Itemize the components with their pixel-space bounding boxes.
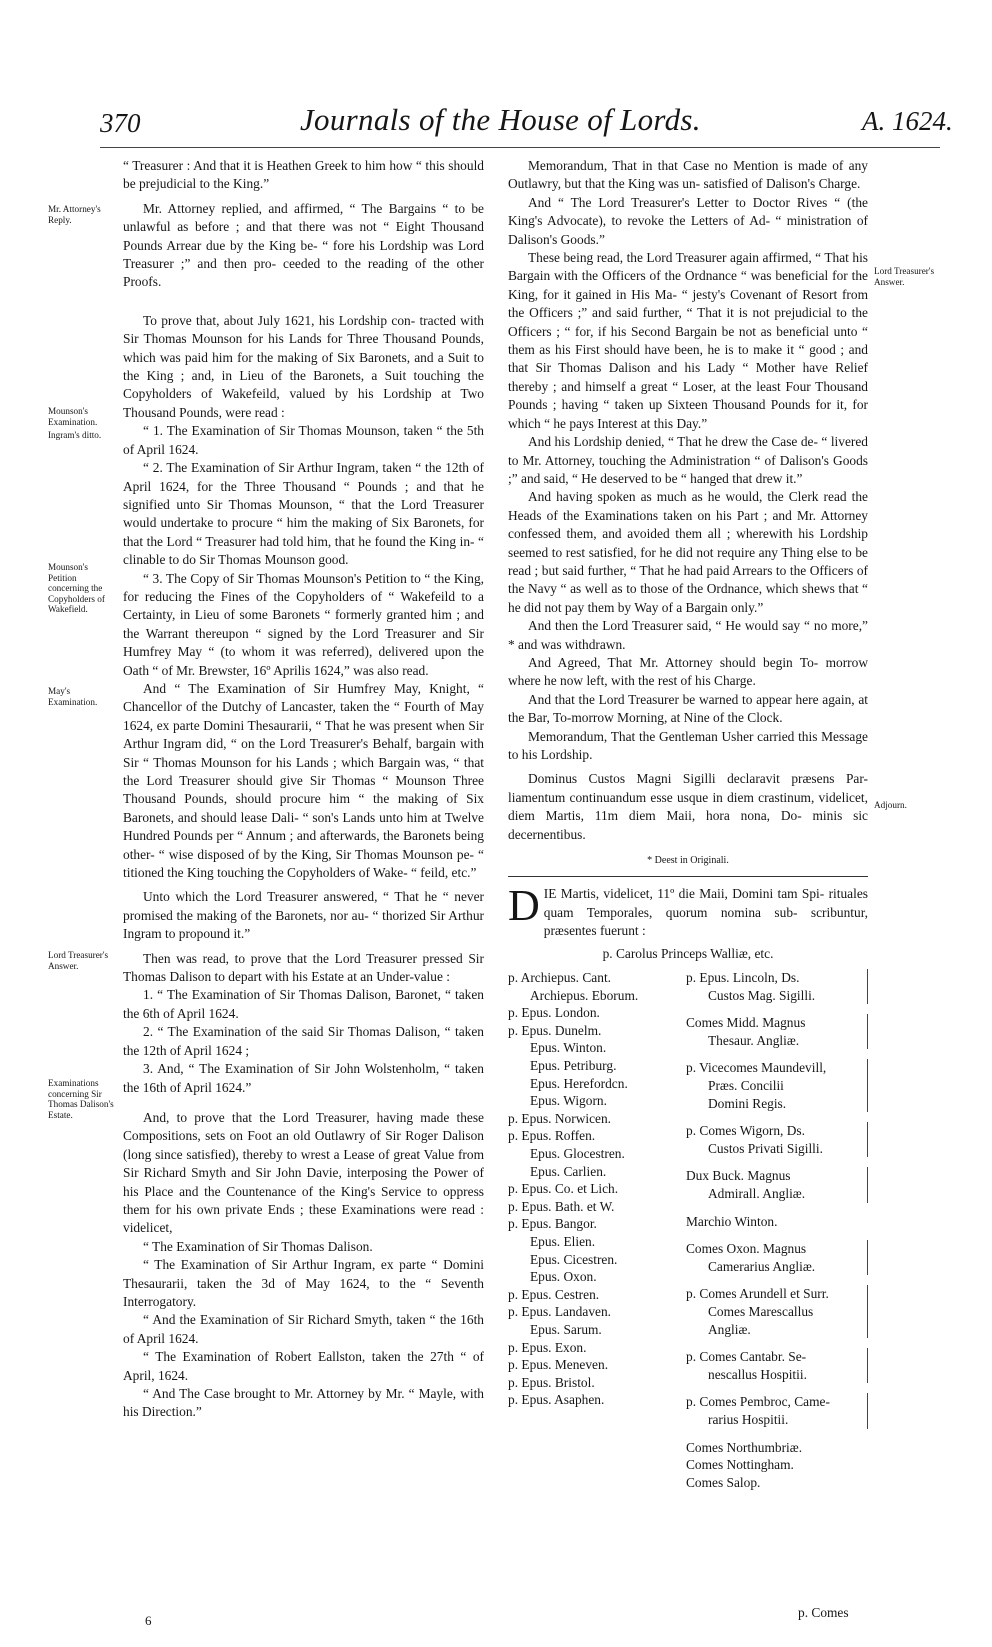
margin-note-may-exam: May's Examination. — [48, 686, 98, 707]
paragraph: “ And the Examination of Sir Richard Smyth, taken “ the 16th of April 1624. — [123, 1312, 484, 1346]
paragraph: Dominus Custos Magni Sigilli declaravit præsens Par- liamentum continuandum esse usque in diem crastinum, videlicet, diem Martis, 11m diem Maii, hora nona, Do- minis sic decernentibus. — [508, 771, 868, 842]
paragraph: And, to prove that the Lord Treasurer, having made these Compositions, sets on Foot an old Outlawry of Sir Roger Dalison (long since satisfied), thereby to wrest a Lease of great Value from Sir Richard Smyth and Sir John Davie, interposing the Power of his Place and the Countenance of the King's Service to oppress them for his own private Ends ; these Examinations were read : videlicet, — [123, 1109, 484, 1236]
attendance-entry: p. Comes Cantabr. Se- — [686, 1349, 807, 1365]
attendance-entry: Domini Regis. — [708, 1095, 787, 1111]
attendance-entry: p. Epus. Lincoln, Ds. — [686, 970, 800, 986]
attendance-column-officers — [686, 969, 868, 1491]
paragraph: “ Treasurer : And that it is Heathen Greek to him how “ this should be prejudicial to the King.” — [123, 158, 484, 192]
paragraph: Unto which the Lord Treasurer answered, “ That he “ never promised the making of the Baronets, nor au- “ thorized Sir Arthur Ingram to propound it.” — [123, 889, 484, 942]
paragraph: “ 2. The Examination of Sir Arthur Ingram, taken “ the 12th of April 1624, for the Three Thousand “ Pounds ; and that he signified unto Sir Thomas Mounson, “ that the Lord Treasurer would undertake to procure “ him the making of Six Baronets, for that the Lord “ Treasurer had told him, that he found the King in- “ clinable to do Sir Thomas Mounson good. — [123, 460, 484, 568]
attendance-entry: p. Epus. Asaphen. — [508, 1392, 605, 1408]
attendance-group — [686, 1213, 868, 1231]
attendance-entry: Comes Nottingham. — [686, 1457, 794, 1473]
attendance-group — [686, 1240, 868, 1275]
margin-note-dalison-estate: Examinations concerning Sir Thomas Dalison's Estate. — [48, 1078, 114, 1120]
attendance-entry: Epus. Wigorn. — [530, 1093, 607, 1109]
paragraph: These being read, the Lord Treasurer again affirmed, “ That his Bargain with the Officers of the Ordnance “ was beneficial for the King, for it gained in His Ma- “ jesty's Covenant of Resort from the Officers ;” and said further, “ That it is not prejudicial to the Officers ; “ for, if his Second Bargain be not as beneficial unto “ them as his First should have been, he is to make it “ good ; and that Sir Thomas Dalison and his Lady “ Mother have Relief thereby ; and himself a great “ Loser, at the least Four Thousand Pounds ; having “ taken up Sixteen Thousand Pounds for it, for which “ he pays Interest at this Day.” — [508, 250, 868, 431]
paragraph: 2. “ The Examination of the said Sir Thomas Dalison, “ taken the 12th of April 1624 ; — [123, 1024, 484, 1058]
paragraph: And that the Lord Treasurer be warned to appear here again, at the Bar, To-morrow Morning, at Nine of the Clock. — [508, 691, 868, 726]
margin-note-mounson-exam: Mounson's Examination. — [48, 406, 98, 427]
paragraph: Memorandum, That the Gentleman Usher carried this Message to his Lordship. — [508, 728, 868, 762]
drop-cap: D — [508, 881, 540, 931]
prince-entry: p. Carolus Princeps Walliæ, etc. — [602, 945, 774, 961]
paragraph: And “ The Examination of Sir Humfrey May, Knight, “ Chancellor of the Dutchy of Lancaster, taken the “ Fourth of May 1624, ex parte Domini Thesaurarii, “ That he was present when Sir Arthur Ingram did, “ on the Lord Treasurer's Behalf, bargain with Sir “ Thomas Mounson for his Lands ; which Bargain was, “ that the Lord Treasurer should give Sir Thomas “ Mounson Three Thousand Pounds, should procure him “ the making of Six Baronets, and should lease Dali- “ son's Lands unto him at Twelve Hundred Pounds per “ Annum ; and afterwards, the Baronets being other- “ wise disposed of by the King, Sir Thomas Mounson pe- “ titioned the King touching the Copyholders of Wake- “ feild, etc.” — [123, 680, 484, 881]
attendance-entry: Admirall. Angliæ. — [708, 1186, 806, 1201]
attendance-entry: p. Epus. Dunelm. — [508, 1022, 602, 1038]
session-opening — [508, 881, 868, 940]
margin-note-lt-answer-right: Lord Treasurer's Answer. — [874, 266, 935, 287]
attendance-entry: Epus. Carlien. — [530, 1163, 607, 1179]
margin-note-adjourn: Adjourn. — [874, 800, 907, 810]
paragraph: And “ The Lord Treasurer's Letter to Doctor Rives “ (the King's Advocate), to revoke the Letters of Ad- “ ministration of Dalison's Goods.” — [508, 194, 868, 247]
paragraph: And his Lordship denied, “ That he drew the Case de- “ livered to Mr. Attorney, touching the Administration “ of Dalison's Goods ;” and said, “ He deserved to be “ hanged that drew it.” — [508, 434, 868, 486]
attendance-entry: Epus. Cicestren. — [530, 1251, 618, 1267]
attendance-entry: Comes Salop. — [686, 1474, 761, 1490]
attendance-entry: Epus. Herefordcn. — [530, 1075, 628, 1091]
paragraph: 3. And, “ The Examination of Sir John Wolstenholm, “ taken the 16th of April 1624.” — [123, 1061, 484, 1095]
footnote: * Deest in Originali. — [647, 855, 729, 867]
attendance-entry: p. Comes Arundell et Surr. — [686, 1286, 829, 1302]
attendance-entry: Archiepus. Eborum. — [530, 987, 639, 1003]
attendance-entry: Thesaur. Angliæ. — [708, 1032, 800, 1048]
attendance-entry: Angliæ. — [708, 1321, 751, 1337]
paragraph: And having spoken as much as he would, the Clerk read the Heads of the Examinations taken on his Part ; and Mr. Attorney confessed them, and avoided them all ; wherewith his Lordship seemed to rest satisfied, for he did not require any Thing else to be read ; but said further, “ That he had paid Arrears to the Officers of the Navy “ as well as to those of the Ordnance, which shews that “ he did not pay them by Way of a Bargain only.” — [508, 489, 868, 615]
attendance-entry: Comes Midd. Magnus — [686, 1015, 806, 1031]
attendance-entry: p. Comes Wigorn, Ds. — [686, 1123, 805, 1139]
catchword: p. Comes — [798, 1605, 849, 1620]
attendance-entry: p. Epus. Bangor. — [508, 1216, 597, 1232]
attendance-group — [686, 1059, 868, 1112]
attendance-entry: rarius Hospitii. — [708, 1411, 789, 1427]
paragraph: Memorandum, That in that Case no Mention is made of any Outlawry, but that the King was un- satisfied of Dalison's Charge. — [508, 158, 868, 192]
header-rule — [100, 147, 940, 148]
attendance-entry: Comes Northumbriæ. — [686, 1439, 803, 1455]
attendance-entry: Camerarius Angliæ. — [708, 1258, 816, 1274]
paragraph: “ The Examination of Sir Arthur Ingram, ex parte “ Domini Thesaurarii, taken the 3d of May 1624, to the “ Seventh Interrogatory. — [123, 1257, 484, 1309]
attendance-entry: p. Vicecomes Maundevill, — [686, 1060, 827, 1076]
attendance-group — [686, 969, 868, 1004]
session-opening-text: IE Martis, videlicet, 11º die Maii, Domini tam Spi- rituales quam Temporales, quorum nomina sub- scribuntur, præsentes fuerunt : — [543, 886, 868, 939]
paragraph: To prove that, about July 1621, his Lordship con- tracted with Sir Thomas Mounson for his Lands for Three Thousand Pounds, which was paid him for the making of Six Baronets, and a Suit to the King ; and, in Lieu of the Baronets, a Suit touching the Copyholders of Wakefeild, valued by his Lordship at Two Thousand Pounds, were read : — [123, 312, 484, 420]
attendance-entry: Custos Privati Sigilli. — [708, 1140, 823, 1156]
attendance-group — [686, 1393, 868, 1428]
page-number: 370 — [100, 108, 141, 138]
attendance-entry: Epus. Petriburg. — [530, 1058, 617, 1074]
paragraph: “ 1. The Examination of Sir Thomas Mounson, taken “ the 5th of April 1624. — [123, 423, 484, 457]
attendance-entry: p. Epus. Bath. et W. — [508, 1198, 615, 1214]
attendance-group — [686, 1167, 868, 1202]
attendance-entry: p. Epus. Exon. — [508, 1339, 587, 1355]
attendance-entry: p. Epus. Norwicen. — [508, 1110, 612, 1126]
attendance-entry: Custos Mag. Sigilli. — [708, 987, 816, 1003]
attendance-group — [686, 1348, 868, 1383]
attendance-group — [686, 1014, 868, 1049]
attendance-entry: p. Epus. London. — [508, 1005, 600, 1021]
paragraph: And then the Lord Treasurer said, “ He would say “ no more,” * and was withdrawn. — [508, 618, 868, 652]
attendance-entry: p. Epus. Cestren. — [508, 1286, 600, 1302]
page-header — [0, 0, 992, 150]
attendance-entry: Comes Oxon. Magnus — [686, 1241, 807, 1257]
attendance-entry: Epus. Winton. — [530, 1040, 607, 1056]
attendance-entry: p. Epus. Bristol. — [508, 1374, 595, 1390]
margin-note-lt-answer: Lord Treasurer's Answer. — [48, 950, 109, 971]
paragraph: “ And The Case brought to Mr. Attorney by Mr. “ Mayle, with his Direction.” — [123, 1386, 484, 1420]
running-title: Journals of the House of Lords. — [300, 102, 701, 137]
paragraph: “ 3. The Copy of Sir Thomas Mounson's Petition to “ the King, for reducing the Fines of the Copyholders of “ Wakefeild to a Certainty, in Lieu of some Baronets “ formerly granted him ; and the Warrant thereupon “ signed by the Lord Treasurer and Sir Humfrey May “ (to whom it was referred), delivered upon the Oath “ of Mr. Brewster, 16º Aprilis 1624,” was also read. — [123, 570, 484, 678]
attendance-entry: p. Comes Pembroc, Came- — [686, 1394, 830, 1410]
signature-mark: 6 — [145, 1613, 152, 1628]
margin-note-attorney-reply: Mr. Attorney's Reply. — [48, 204, 101, 225]
running-year: A. 1624. — [862, 106, 953, 136]
attendance-group — [686, 1122, 868, 1157]
attendance-entry: Præs. Concilii — [708, 1078, 784, 1094]
paragraph: “ The Examination of Sir Thomas Dalison. — [143, 1238, 373, 1254]
left-column — [123, 157, 484, 1422]
attendance-column-bishops — [508, 969, 678, 1409]
paragraph: Mr. Attorney replied, and affirmed, “ The Bargains “ to be unlawful as before ; and that there was not “ Eight Thousand Pounds Arrear due by the King be- “ fore his Lordship was Lord Treasurer ;” and then pro- ceeded to the reading of the other Proofs. — [123, 200, 484, 290]
attendance-entry: Dux Buck. Magnus — [686, 1168, 791, 1184]
paragraph: “ The Examination of Robert Eallston, taken the 27th “ of April, 1624. — [123, 1349, 484, 1383]
attendance-list — [508, 969, 868, 1490]
paragraph: Then was read, to prove that the Lord Treasurer pressed Sir Thomas Dalison to depart with his Estate at an Under-value : — [123, 950, 484, 985]
attendance-entry: Comes Marescallus — [708, 1303, 814, 1319]
attendance-entry: p. Archiepus. Cant. — [508, 970, 612, 986]
attendance-entry: Epus. Oxon. — [530, 1269, 597, 1285]
attendance-group — [686, 1285, 868, 1338]
attendance-entry: p. Epus. Co. et Lich. — [508, 1181, 619, 1197]
attendance-entry: p. Epus. Landaven. — [508, 1304, 612, 1320]
attendance-entry: nescallus Hospitii. — [708, 1366, 807, 1382]
margin-note-ingram: Ingram's ditto. — [48, 430, 102, 440]
section-divider — [508, 876, 868, 877]
paragraph: And Agreed, That Mr. Attorney should begin To- morrow where he now left, with the rest of his Charge. — [508, 654, 868, 689]
margin-note-mounson-petition: Mounson's Petition concerning the Copyholders of Wakefield. — [48, 562, 105, 615]
paragraph: 1. “ The Examination of Sir Thomas Dalison, Baronet, “ taken the 6th of April 1624. — [123, 987, 484, 1021]
attendance-entry: Epus. Sarum. — [530, 1321, 602, 1337]
attendance-group — [686, 1439, 868, 1492]
attendance-entry: p. Epus. Meneven. — [508, 1357, 609, 1373]
attendance-entry: Epus. Glocestren. — [530, 1146, 625, 1161]
attendance-entry: Epus. Elien. — [530, 1233, 596, 1249]
attendance-entry: p. Epus. Roffen. — [508, 1128, 596, 1144]
right-column — [508, 157, 868, 1490]
attendance-entry: Marchio Winton. — [686, 1213, 778, 1229]
